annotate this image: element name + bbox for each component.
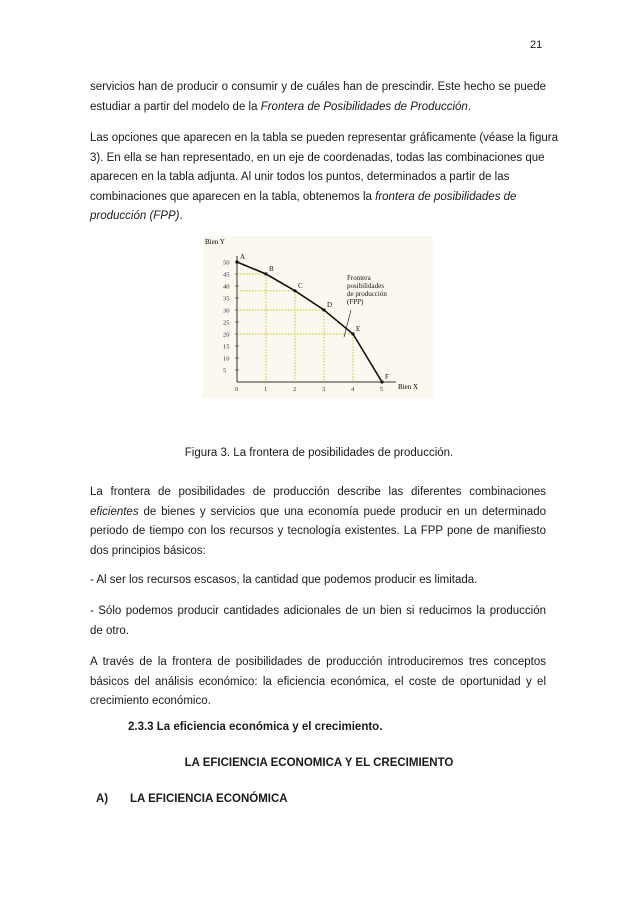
point-label-e: E [356,325,361,333]
y-tick-label: 45 [223,271,230,279]
section-heading-2-3-3: 2.3.3 La eficiencia económica y el crecimiento. [128,721,383,733]
paragraph-6: A través de la frontera de posibilidades de producción introduciremos tres conceptos básicos del análisis económico: la eficiencia económica, el coste de oportunidad y el crecimiento económico. [90,656,546,707]
subsection-title: LA EFICIENCIA ECONÓMICA [130,793,288,805]
point-label-b: B [269,265,274,273]
x-tick-label: 2 [293,386,297,393]
y-tick-label: 35 [223,295,230,303]
x-tick-label: 4 [351,386,355,393]
annotation-line: de producción [347,290,387,298]
paragraph-1: servicios han de producir o consumir y de cuáles han de prescindir. Este hecho se puede estudiar a partir del modelo de la Frontera de Posibilidades de Producción. [90,81,546,113]
paragraph-5: - Sólo podemos producir cantidades adicionales de un bien si reducimos la producción de otro. [90,605,546,637]
page-number: 21 [530,39,543,51]
point-label-f: F [385,373,389,381]
annotation-line: Frontera [347,274,371,282]
x-axis-label: Bien X [398,383,419,391]
annotation-line: posibilidades [347,282,384,290]
centered-heading: LA EFICIENCIA ECONOMICA Y EL CRECIMIENTO [184,757,454,769]
figure-caption: Figura 3. La frontera de posibilidades de producción. [184,447,454,459]
y-tick-label: 20 [223,331,230,339]
paragraph-3: La frontera de posibilidades de producción describe las diferentes combinaciones eficientes de bienes y servicios que una economía puede producir en un determinado periodo de tiempo con los recursos y tecnología existentes. La FPP pone de manifiesto dos principios básicos: [90,486,546,557]
x-tick-label: 0 [235,386,239,393]
paragraph-2: Las opciones que aparecen en la tabla se pueden representar gráficamente (véase la figura 3). En ella se han representado, en un eje de coordenadas, todas las combinaciones que aparecen en la tabla adjunta. Al unir todos los puntos, determinados a partir de las combinaciones que aparecen en la tabla, obtenemos la frontera de posibilidades de producción (FPP). [90,132,558,222]
y-tick-label: 5 [223,367,227,375]
point-label-d: D [327,301,333,309]
data-point-b [264,272,267,275]
list-marker: A) [96,793,109,805]
data-point-d [322,308,325,311]
y-tick-label: 10 [223,355,230,363]
annotation-pointer [344,310,351,337]
y-axis-label: Bien Y [205,238,225,246]
subsection-heading-a [96,790,288,810]
y-tick-label: 15 [223,343,230,351]
point-label-c: C [298,281,303,290]
ppf-chart [203,236,433,398]
point-label-a: A [240,253,246,261]
data-point-c [293,289,296,292]
y-tick-label: 25 [223,319,230,327]
x-tick-label: 5 [380,386,384,393]
paragraph-4: - Al ser los recursos escasos, la cantidad que podemos producir es limitada. [90,574,478,586]
y-tick-label: 50 [223,259,230,267]
annotation-line: (FPP) [347,298,364,306]
data-point-f [380,380,383,383]
y-tick-label: 30 [223,307,230,315]
ppf-figure [203,236,433,398]
data-point-a [235,260,238,263]
x-tick-label: 3 [322,386,326,393]
y-tick-label: 40 [223,283,230,291]
data-point-e [351,332,354,335]
x-tick-label: 1 [264,386,268,393]
